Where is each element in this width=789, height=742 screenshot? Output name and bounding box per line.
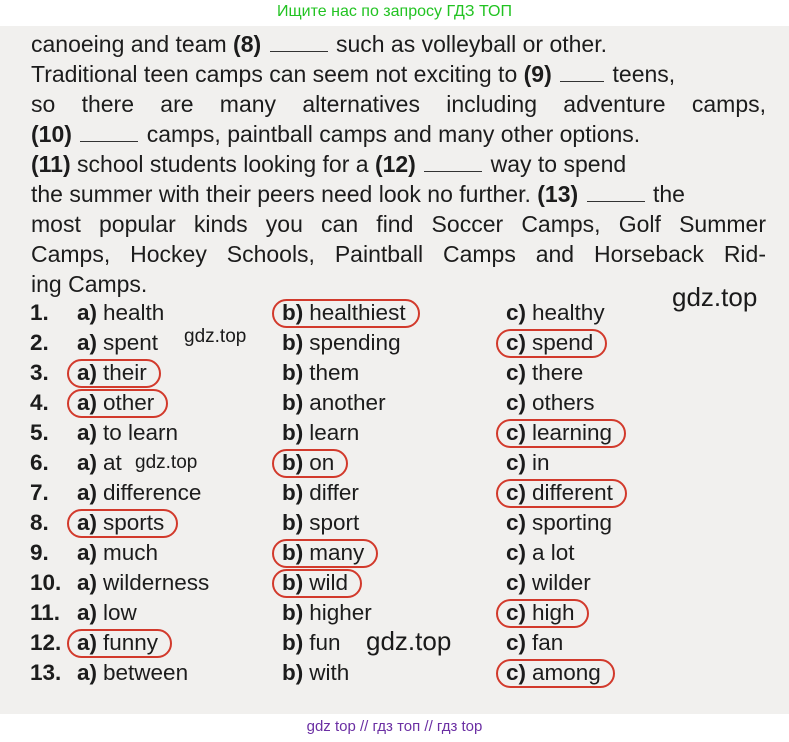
- option-b: b) with: [282, 660, 350, 685]
- option-a: a) other: [77, 388, 154, 418]
- passage-line: [31, 179, 766, 209]
- footer-watermark: gdz top // гдз топ // гдз top: [306, 718, 483, 735]
- option-a: a) their: [77, 358, 147, 388]
- passage-line: Camps, Hockey Schools, Paintball Camps and Horseback Rid-: [31, 241, 766, 267]
- question-number: 1.: [30, 300, 49, 325]
- option-c: c) spend: [506, 328, 593, 358]
- passage-line: [31, 119, 766, 149]
- answer-row: [30, 388, 770, 418]
- option-b: b) fun: [282, 630, 341, 655]
- option-c: c) a lot: [506, 540, 575, 565]
- answer-row: [30, 298, 770, 328]
- option-a: a) low: [77, 600, 137, 625]
- passage-line: ing Camps.: [31, 271, 148, 297]
- option-a: a) wilderness: [77, 570, 210, 595]
- passage-fragment: way to spend: [490, 151, 627, 177]
- answer-gap: [587, 183, 645, 202]
- passage-fragment: the: [652, 181, 685, 207]
- question-number: 13.: [30, 660, 62, 685]
- option-a: a) at: [77, 450, 122, 475]
- watermark: gdz.top: [366, 626, 452, 656]
- option-a: a) health: [77, 300, 165, 325]
- answer-row: [30, 508, 770, 538]
- passage-line: [31, 29, 766, 59]
- passage-fragment: such as volleyball or other.: [335, 31, 607, 57]
- gap-number: (9): [523, 61, 552, 87]
- passage-fragment: the summer with their peers need look no further.: [31, 181, 531, 207]
- question-number: 2.: [30, 330, 49, 355]
- answer-row: [30, 478, 770, 508]
- answer-row: [30, 358, 770, 388]
- option-a: a) to learn: [77, 420, 179, 445]
- passage-line: [31, 59, 766, 89]
- passage-text: [31, 29, 766, 299]
- option-a: a) spent: [77, 330, 159, 355]
- option-b: b) on: [282, 448, 334, 478]
- watermark: gdz.top: [672, 282, 758, 312]
- answer-row: [30, 418, 770, 448]
- passage-line: [31, 149, 766, 179]
- answer-row: [30, 658, 770, 688]
- option-c: c) high: [506, 598, 575, 628]
- option-c: c) wilder: [506, 570, 591, 595]
- passage-fragment: school students looking for a: [77, 151, 369, 177]
- option-c: c) fan: [506, 630, 564, 655]
- answer-row: [30, 538, 770, 568]
- option-a: a) much: [77, 540, 159, 565]
- option-c: c) healthy: [506, 300, 605, 325]
- passage-fragment: Traditional teen camps can seem not exciting to: [31, 61, 518, 87]
- option-c: c) sporting: [506, 510, 613, 535]
- option-b: b) learn: [282, 420, 360, 445]
- option-b: b) higher: [282, 600, 372, 625]
- question-number: 5.: [30, 420, 49, 445]
- watermark: gdz.top: [135, 452, 198, 473]
- answer-row: [30, 568, 770, 598]
- question-number: 10.: [30, 570, 62, 595]
- answer-gap: [424, 153, 482, 172]
- option-b: b) sport: [282, 510, 360, 535]
- question-number: 4.: [30, 390, 49, 415]
- answer-gap: [80, 123, 138, 142]
- option-c: c) different: [506, 478, 613, 508]
- option-c: c) among: [506, 658, 601, 688]
- watermark: gdz.top: [184, 326, 247, 347]
- option-a: a) between: [77, 660, 189, 685]
- gap-number: (13): [537, 181, 579, 207]
- question-number: 8.: [30, 510, 49, 535]
- question-number: 11.: [30, 600, 61, 625]
- gap-number: (12): [374, 151, 416, 177]
- option-b: b) wild: [282, 568, 348, 598]
- passage-fragment: canoeing and team: [31, 31, 227, 57]
- option-a: a) difference: [77, 480, 202, 505]
- gap-number: (11): [31, 151, 71, 177]
- passage-line: most popular kinds you can find Soccer Camps, Golf Summer: [31, 211, 766, 237]
- option-b: b) another: [282, 390, 386, 415]
- passage-fragment: camps, paintball camps and many other options.: [146, 121, 641, 147]
- answer-row: [30, 598, 770, 628]
- answer-gap: [270, 33, 328, 52]
- option-b: b) spending: [282, 330, 401, 355]
- textbook-page: [0, 26, 789, 714]
- question-number: 9.: [30, 540, 49, 565]
- option-b: b) healthiest: [282, 298, 406, 328]
- option-b: b) differ: [282, 480, 359, 505]
- question-number: 6.: [30, 450, 49, 475]
- option-c: c) learning: [506, 418, 612, 448]
- gap-number: (10): [31, 121, 72, 147]
- option-a: a) sports: [77, 508, 164, 538]
- option-c: c) in: [506, 450, 550, 475]
- top-banner: Ищите нас по запросу ГДЗ ТОП: [277, 3, 512, 20]
- gap-number: (8): [233, 31, 262, 57]
- option-b: b) them: [282, 360, 360, 385]
- question-number: 7.: [30, 480, 49, 505]
- question-number: 12.: [30, 630, 62, 655]
- answer-gap: [560, 63, 604, 82]
- option-c: c) there: [506, 360, 584, 385]
- option-a: a) funny: [77, 628, 158, 658]
- option-c: c) others: [506, 390, 595, 415]
- passage-line: so there are many alternatives including adventure camps,: [31, 91, 766, 117]
- option-b: b) many: [282, 538, 364, 568]
- answer-row: [30, 328, 770, 358]
- question-number: 3.: [30, 360, 49, 385]
- passage-fragment: teens,: [612, 61, 676, 87]
